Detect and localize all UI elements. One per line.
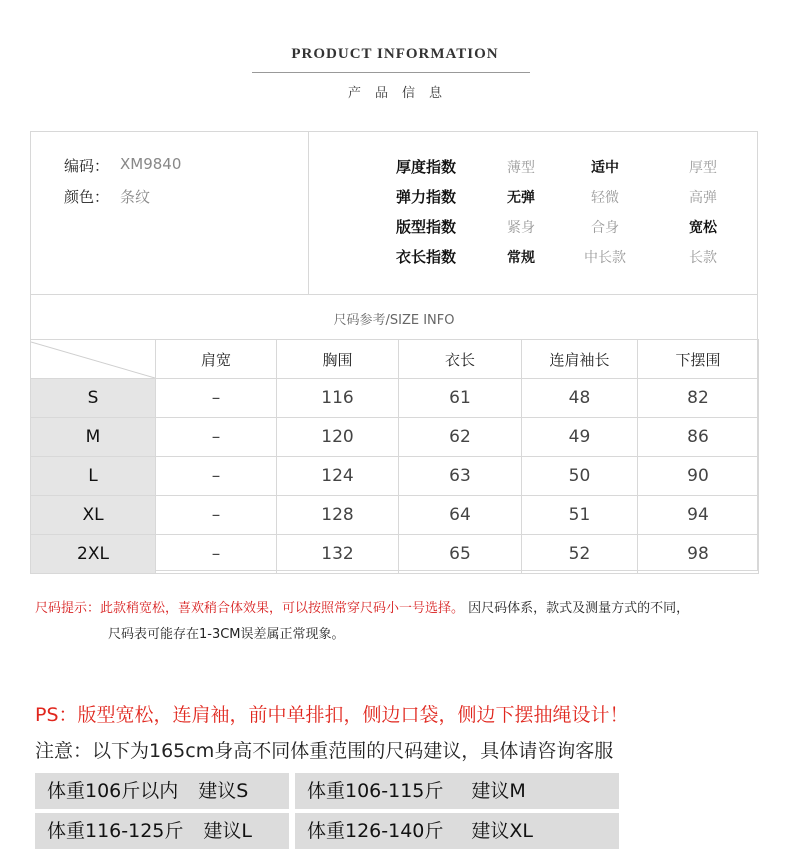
size-table-header bbox=[31, 340, 759, 379]
table-cell: 116 bbox=[277, 379, 399, 418]
weight-range: 体重126-140斤 bbox=[307, 820, 444, 842]
table-cell: 132 bbox=[277, 535, 399, 574]
weight-range: 体重106斤以内 bbox=[47, 780, 179, 802]
title-divider bbox=[252, 72, 530, 73]
table-cell: – bbox=[156, 496, 277, 535]
weight-suggestion bbox=[35, 773, 289, 809]
size-label: 2XL bbox=[31, 535, 156, 574]
table-cell: 94 bbox=[638, 496, 759, 535]
table-row bbox=[31, 496, 759, 535]
column-header: 下摆围 bbox=[638, 340, 759, 379]
attention-note: 注意：以下为165cm身高不同体重范围的尺码建议，具体请咨询客服 bbox=[35, 740, 614, 762]
column-header: 胸围 bbox=[277, 340, 399, 379]
table-cell: 90 bbox=[638, 457, 759, 496]
index-option: 薄型 bbox=[507, 160, 535, 176]
index-label: 弹力指数 bbox=[396, 188, 457, 206]
index-option: 厚型 bbox=[689, 160, 717, 176]
index-option: 常规 bbox=[507, 250, 535, 266]
weight-suggestion bbox=[295, 813, 619, 849]
index-option: 宽松 bbox=[689, 220, 717, 236]
weight-range: 体重106-115斤 bbox=[307, 780, 444, 802]
weight-range: 体重116-125斤 bbox=[47, 820, 184, 842]
table-cell: 49 bbox=[522, 418, 638, 457]
table-row bbox=[31, 457, 759, 496]
table-row bbox=[31, 418, 759, 457]
index-label: 厚度指数 bbox=[396, 158, 457, 176]
table-cell: 124 bbox=[277, 457, 399, 496]
table-cell: 50 bbox=[522, 457, 638, 496]
info-divider-top bbox=[30, 294, 758, 295]
size-label: XL bbox=[31, 496, 156, 535]
table-row bbox=[31, 379, 759, 418]
code-label: 编码： bbox=[64, 157, 110, 175]
table-cell: – bbox=[156, 379, 277, 418]
size-tip-black: 因尺码体系，款式及测量方式的不同， bbox=[468, 601, 690, 616]
info-vertical-divider bbox=[308, 131, 309, 294]
table-row bbox=[31, 535, 759, 574]
index-row bbox=[396, 186, 456, 207]
ps-note: PS：版型宽松，连肩袖，前中单排扣，侧边口袋，侧边下摆抽绳设计！ bbox=[35, 704, 629, 726]
size-label: L bbox=[31, 457, 156, 496]
table-cell: – bbox=[156, 418, 277, 457]
table-corner bbox=[31, 340, 156, 379]
diagonal-line bbox=[31, 340, 155, 378]
table-cell: 63 bbox=[399, 457, 522, 496]
table-cell: 64 bbox=[399, 496, 522, 535]
table-cell: 52 bbox=[522, 535, 638, 574]
index-option: 轻微 bbox=[591, 190, 619, 206]
table-cell: 65 bbox=[399, 535, 522, 574]
size-table bbox=[30, 339, 759, 574]
table-cell: 86 bbox=[638, 418, 759, 457]
table-cell: 61 bbox=[399, 379, 522, 418]
index-label: 衣长指数 bbox=[396, 248, 457, 266]
table-cell: 51 bbox=[522, 496, 638, 535]
index-label: 版型指数 bbox=[396, 218, 457, 236]
index-option: 高弹 bbox=[689, 190, 717, 206]
index-option: 中长款 bbox=[584, 250, 626, 266]
table-cell: 62 bbox=[399, 418, 522, 457]
size-label: M bbox=[31, 418, 156, 457]
table-cell: 82 bbox=[638, 379, 759, 418]
size-tip-red: 尺码提示：此款稍宽松，喜欢稍合体效果，可以按照常穿尺码小一号选择。 bbox=[35, 601, 465, 616]
color-value: 条纹 bbox=[120, 188, 151, 206]
size-suggestion: 建议M bbox=[471, 780, 526, 802]
weight-suggestion bbox=[295, 773, 619, 809]
weight-suggestion bbox=[35, 813, 289, 849]
section-title-en: PRODUCT INFORMATION bbox=[291, 46, 499, 62]
index-row bbox=[396, 246, 456, 267]
section-title-cn: 产品信息 bbox=[347, 86, 456, 101]
size-suggestion: 建议XL bbox=[471, 820, 533, 842]
index-row bbox=[396, 216, 456, 237]
table-cell: 120 bbox=[277, 418, 399, 457]
table-cell: 98 bbox=[638, 535, 759, 574]
size-tip bbox=[35, 597, 689, 616]
size-tip-line2: 尺码表可能存在1-3CM误差属正常现象。 bbox=[108, 627, 345, 642]
table-cell: 128 bbox=[277, 496, 399, 535]
table-cell: – bbox=[156, 535, 277, 574]
table-cell: – bbox=[156, 457, 277, 496]
index-option: 适中 bbox=[591, 160, 619, 176]
index-option: 无弹 bbox=[507, 190, 535, 206]
index-option: 长款 bbox=[689, 250, 717, 266]
size-suggestion: 建议L bbox=[203, 820, 252, 842]
column-header: 衣长 bbox=[399, 340, 522, 379]
index-option: 合身 bbox=[591, 220, 619, 236]
column-header: 连肩袖长 bbox=[522, 340, 638, 379]
size-label: S bbox=[31, 379, 156, 418]
column-header: 肩宽 bbox=[156, 340, 277, 379]
size-suggestion: 建议S bbox=[198, 780, 249, 802]
table-cell: 48 bbox=[522, 379, 638, 418]
color-label: 颜色： bbox=[64, 188, 110, 206]
size-table-caption: 尺码参考/SIZE INFO bbox=[333, 313, 455, 328]
code-value: XM9840 bbox=[120, 155, 182, 173]
index-row bbox=[396, 156, 456, 177]
index-option: 紧身 bbox=[507, 220, 535, 236]
